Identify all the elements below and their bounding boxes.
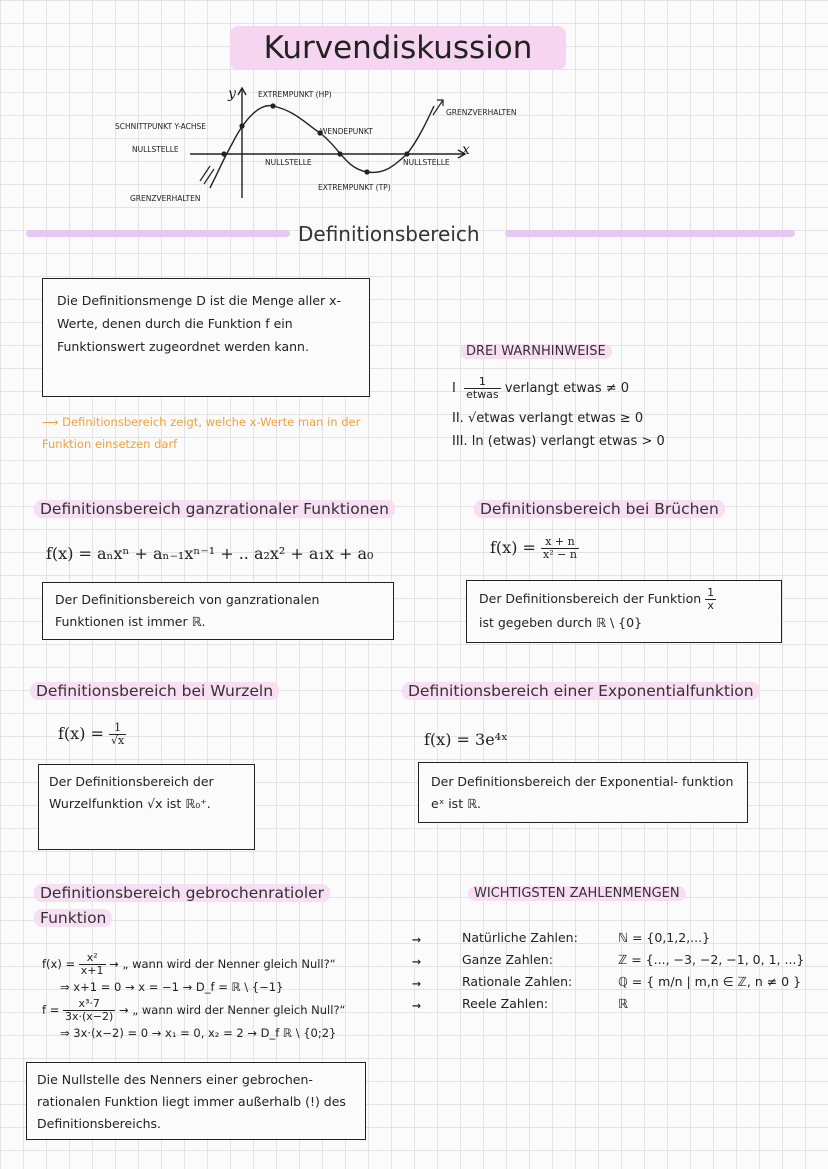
- bruch-heading: Definitionsbereich bei Brüchen: [474, 500, 725, 518]
- zahlen-row: [412, 930, 812, 952]
- warn-item-3: [452, 434, 665, 449]
- wurzel-num: 1: [109, 722, 126, 735]
- zahlen-name: Reele Zahlen:: [462, 996, 549, 1011]
- function-curve: [210, 106, 434, 188]
- bruch-box: [466, 580, 782, 643]
- bruch-fraction: [541, 536, 579, 561]
- warn-1-num: I: [452, 381, 456, 396]
- label-extrempunkt-hp: EXTREMPUNKT (HP): [258, 90, 332, 99]
- point-nullstelle-left: [221, 151, 226, 156]
- expo-box: [418, 762, 748, 823]
- gebr-line-4: ⇒ 3x·(x−2) = 0 → x₁ = 0, x₂ = 2 → D_f ℝ \ {0;2}: [60, 1026, 337, 1040]
- gebr-l3-f: f =: [42, 1003, 60, 1017]
- zahlen-name: Natürliche Zahlen:: [462, 930, 578, 945]
- label-wendepunkt: WENDEPUNKT: [320, 127, 373, 136]
- warn-3-text: verlangt etwas > 0: [540, 434, 665, 449]
- gebr-heading-2: Funktion: [34, 909, 112, 927]
- zahlen-row: [412, 996, 812, 1018]
- warn-2-num: II.: [452, 411, 464, 426]
- gebr-box-text: Die Nullstelle des Nenners einer gebrochen- rationalen Funktion liegt immer außerhalb (!) des Definitionsbereichs.: [37, 1072, 346, 1131]
- row-arrow-icon: →: [412, 952, 422, 970]
- gebr-l1-f: f(x) =: [42, 957, 76, 971]
- warn-1-den: etwas: [466, 388, 499, 401]
- zahlen-value: ℝ: [618, 996, 628, 1011]
- warn-item-2: [452, 411, 643, 426]
- graph-x-label: x: [462, 142, 470, 158]
- ganz-box: [42, 582, 394, 640]
- warn-3-expr: ln (etwas): [471, 434, 537, 449]
- warn-2-expr: √etwas: [467, 411, 515, 426]
- bruch-num: x + n: [541, 536, 579, 549]
- definition-box: [42, 278, 370, 397]
- point-tp: [364, 169, 369, 174]
- row-arrow-icon: →: [412, 974, 422, 992]
- bruch-f: f(x) =: [490, 538, 536, 557]
- zahlen-value: ℚ = { m/n | m,n ∈ ℤ, n ≠ 0 }: [618, 974, 802, 989]
- gebr-l1-num: x²: [79, 952, 106, 965]
- wurzel-fraction: [109, 722, 126, 747]
- warn-3-num: III.: [452, 434, 468, 449]
- definition-text: Die Definitionsmenge D ist die Menge aller x-Werte, denen durch die Funktion f ein Funktionswert zugeordnet werden kann.: [57, 293, 342, 354]
- gebr-l1-fraction: [79, 952, 106, 977]
- wurzel-heading: Definitionsbereich bei Wurzeln: [30, 682, 279, 700]
- warn-item-1: [452, 376, 629, 401]
- label-nullstelle-right: NULLSTELLE: [403, 158, 450, 167]
- gebr-line-2: ⇒ x+1 = 0 → x = −1 → D_f = ℝ \ {−1}: [60, 980, 284, 994]
- ganz-formula: f(x) = aₙxⁿ + aₙ₋₁xⁿ⁻¹ + .. a₂x² + a₁x + a₀: [46, 544, 374, 563]
- warn-heading: DREI WARNHINWEISE: [460, 344, 612, 359]
- note-arrow-icon: ⟶: [42, 415, 63, 429]
- bruch-box-den: x: [707, 599, 714, 612]
- zahlen-heading: WICHTIGSTEN ZAHLENMENGEN: [468, 886, 686, 901]
- point-schnittpunkt: [239, 123, 244, 128]
- gebr-box: [26, 1062, 366, 1140]
- page-title: Kurvendiskussion: [230, 26, 566, 70]
- zahlen-name: Ganze Zahlen:: [462, 952, 553, 967]
- section-band-right: [505, 230, 795, 237]
- wurzel-box-text: Der Definitionsbereich der Wurzelfunktion √x ist ℝ₀⁺.: [49, 774, 214, 811]
- wurzel-f: f(x) =: [58, 724, 104, 743]
- bruch-box-num: 1: [707, 586, 715, 599]
- ganz-heading: Definitionsbereich ganzrationaler Funktionen: [34, 500, 395, 518]
- bruch-box-text1: Der Definitionsbereich der Funktion: [479, 591, 702, 606]
- gebr-l3-den: 3x·(x−2): [65, 1010, 114, 1023]
- point-nullstelle-right: [404, 151, 409, 156]
- wurzel-formula: [58, 722, 126, 747]
- zahlen-name: Rationale Zahlen:: [462, 974, 573, 989]
- zahlen-list: [412, 930, 812, 1018]
- expo-box-text: Der Definitionsbereich der Exponential- funktion eˣ ist ℝ.: [431, 774, 734, 811]
- gebr-heading-1: Definitionsbereich gebrochenratioler: [34, 884, 330, 902]
- point-nullstelle-mid: [337, 151, 342, 156]
- label-grenzverhalten-left: GRENZVERHALTEN: [130, 194, 201, 203]
- label-nullstelle-mid: NULLSTELLE: [265, 158, 312, 167]
- row-arrow-icon: →: [412, 996, 422, 1014]
- expo-formula: f(x) = 3e⁴ˣ: [424, 730, 508, 749]
- gebr-l1-den: x+1: [80, 964, 104, 977]
- gebr-line-1: [42, 952, 336, 977]
- gebr-l3-fraction: [63, 998, 115, 1023]
- zahlen-row: [412, 952, 812, 974]
- label-schnittpunkt: SCHNITTPUNKT Y-ACHSE: [115, 122, 207, 131]
- zahlen-value: ℤ = {..., −3, −2, −1, 0, 1, ...}: [618, 952, 805, 967]
- warn-2-text: verlangt etwas ≥ 0: [518, 411, 644, 426]
- gebr-l1-rest: → „ wann wird der Nenner gleich Null?“: [109, 957, 336, 971]
- warn-1-fraction: [464, 376, 501, 401]
- section-title: Definitionsbereich: [298, 222, 480, 246]
- expo-heading: Definitionsbereich einer Exponentialfunktion: [402, 682, 760, 700]
- section-band-left: [26, 230, 290, 237]
- graph-y-label: y: [228, 86, 236, 102]
- bruch-den: x² − n: [543, 548, 577, 561]
- row-arrow-icon: →: [412, 930, 422, 948]
- gebr-l3-rest: → „ wann wird der Nenner gleich Null?“: [118, 1003, 346, 1017]
- zahlen-row: [412, 974, 812, 996]
- warn-1-text: verlangt etwas ≠ 0: [504, 381, 630, 396]
- wurzel-box: [38, 764, 255, 850]
- bruch-box-fraction: [705, 587, 716, 612]
- ganz-box-text: Der Definitionsbereich von ganzrationalen Funktionen ist immer ℝ.: [55, 592, 320, 629]
- gebr-l3-num: x³·7: [63, 998, 115, 1011]
- label-nullstelle-left: NULLSTELLE: [132, 145, 179, 154]
- warn-1-num-top: 1: [464, 376, 501, 389]
- zahlen-value: ℕ = {0,1,2,...}: [618, 930, 711, 945]
- label-grenzverhalten-right: GRENZVERHALTEN: [446, 108, 517, 117]
- point-hp: [270, 103, 275, 108]
- definition-note: [42, 411, 402, 455]
- gebr-line-3: [42, 998, 346, 1023]
- label-extrempunkt-tp: EXTREMPUNKT (TP): [318, 183, 391, 192]
- definition-note-text: Definitionsbereich zeigt, welche x-Werte man in der Funktion einsetzen darf: [42, 415, 361, 451]
- wurzel-den: √x: [111, 734, 125, 747]
- bruch-formula: [490, 536, 579, 561]
- bruch-box-text2: ist gegeben durch ℝ \ {0}: [479, 615, 643, 630]
